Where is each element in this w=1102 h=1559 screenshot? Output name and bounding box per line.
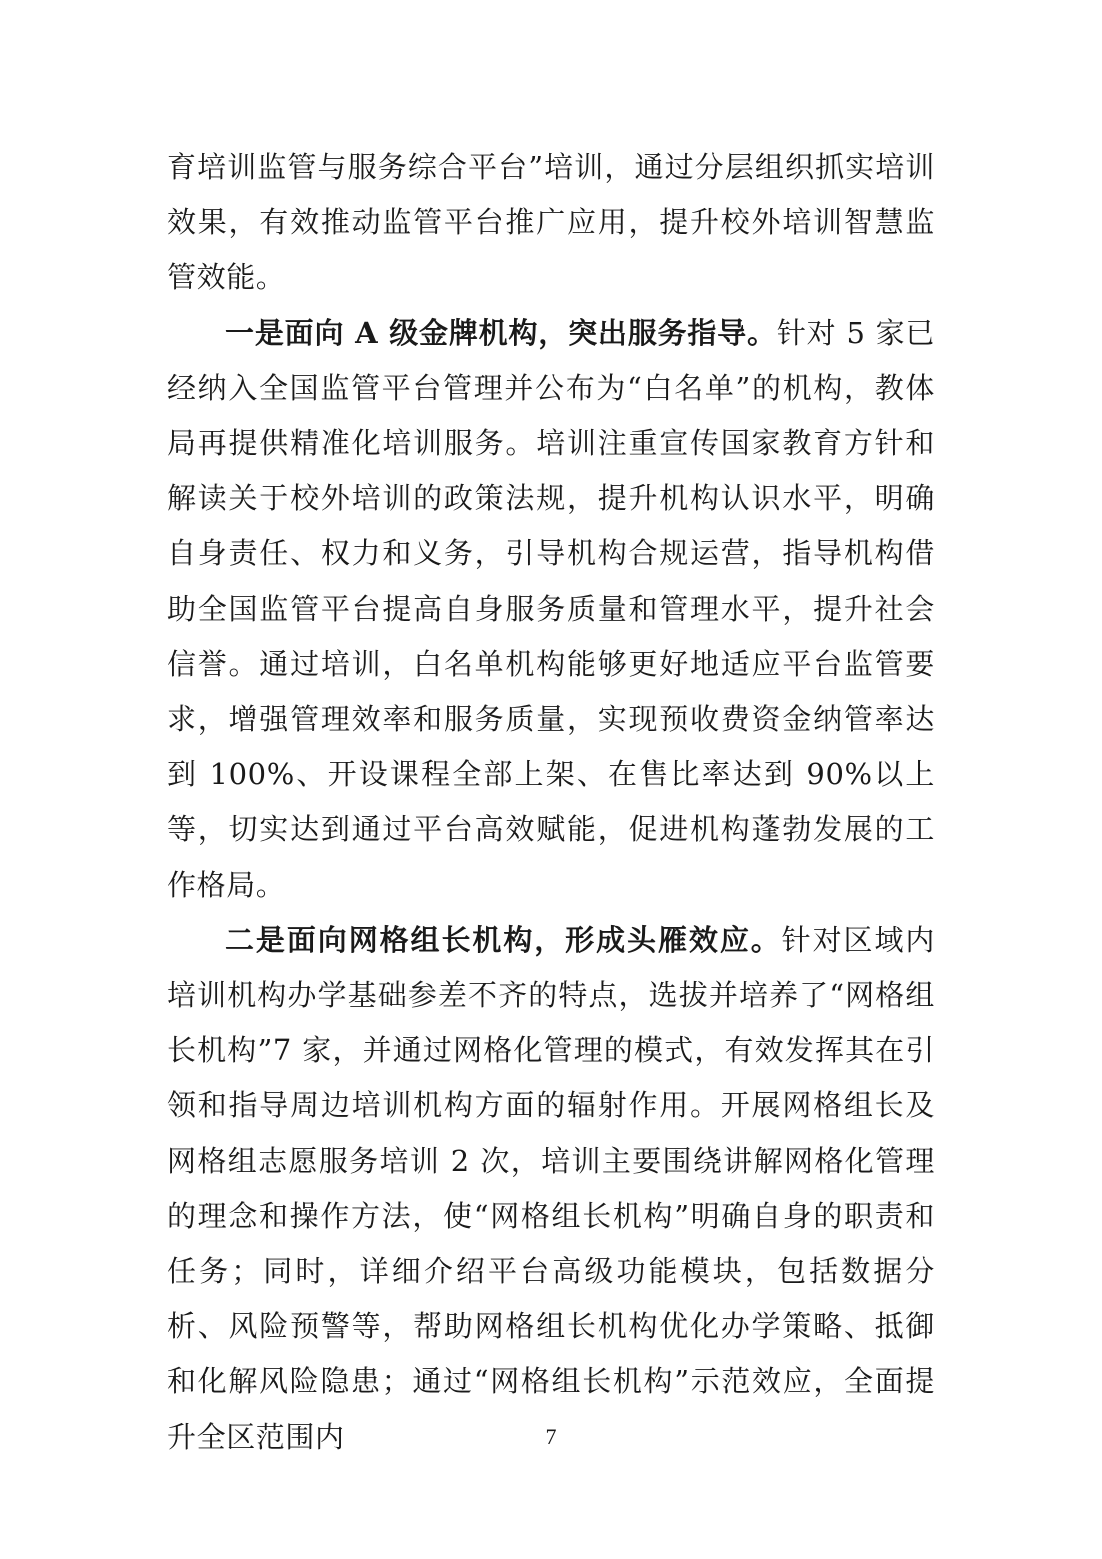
paragraph-lead-heading: 一是面向 A 级金牌机构，突出服务指导。 [225, 315, 777, 350]
page-number: 7 [545, 1424, 557, 1449]
paragraph-text: 育培训监管与服务综合平台”培训，通过分层组织抓实培训效果，有效推动监管平台推广应用，提升校外培训智慧监管效能。 [167, 150, 935, 295]
paragraph-grid-leader-institutions [167, 913, 935, 1465]
paragraph-text: 针对 5 家已经纳入全国监管平台管理并公布为“白名单”的机构，教体局再提供精准化培训服务。培训注重宣传国家教育方针和解读关于校外培训的政策法规，提升机构认识水平，明确自身责任、权力和义务，引导机构合规运营，指导机构借助全国监管平台提高自身服务质量和管理水平，提升社会信誉。通过培训，白名单机构能够更好地适应平台监管要求，增强管理效率和服务质量，实现预收费资金纳管率达到 100%、开设课程全部上架、在售比率达到 90%以上等，切实达到通过平台高效赋能，促进机构蓬勃发展的工作格局。 [167, 315, 935, 902]
paragraph-text: 针对区域内培训机构办学基础参差不齐的特点，选拔并培养了“网格组长机构”7 家，并通过网格化管理的模式，有效发挥其在引领和指导周边培训机构方面的辐射作用。开展网格组长及网格组志愿服务培训 2 次，培训主要围绕讲解网格化管理的理念和操作方法，使“网格组长机构”明确自身的职责和任务；同时，详细介绍平台高级功能模块，包括数据分析、风险预警等，帮助网格组长机构优化办学策略、抵御和化解风险隐患；通过“网格组长机构”示范效应，全面提升全区范围内 [167, 922, 935, 1454]
paragraph-lead-heading: 二是面向网格组长机构，形成头雁效应。 [225, 922, 782, 957]
body-text [167, 140, 935, 1465]
paragraph-a-level-institutions [167, 306, 935, 913]
paragraph-continuation [167, 140, 935, 306]
